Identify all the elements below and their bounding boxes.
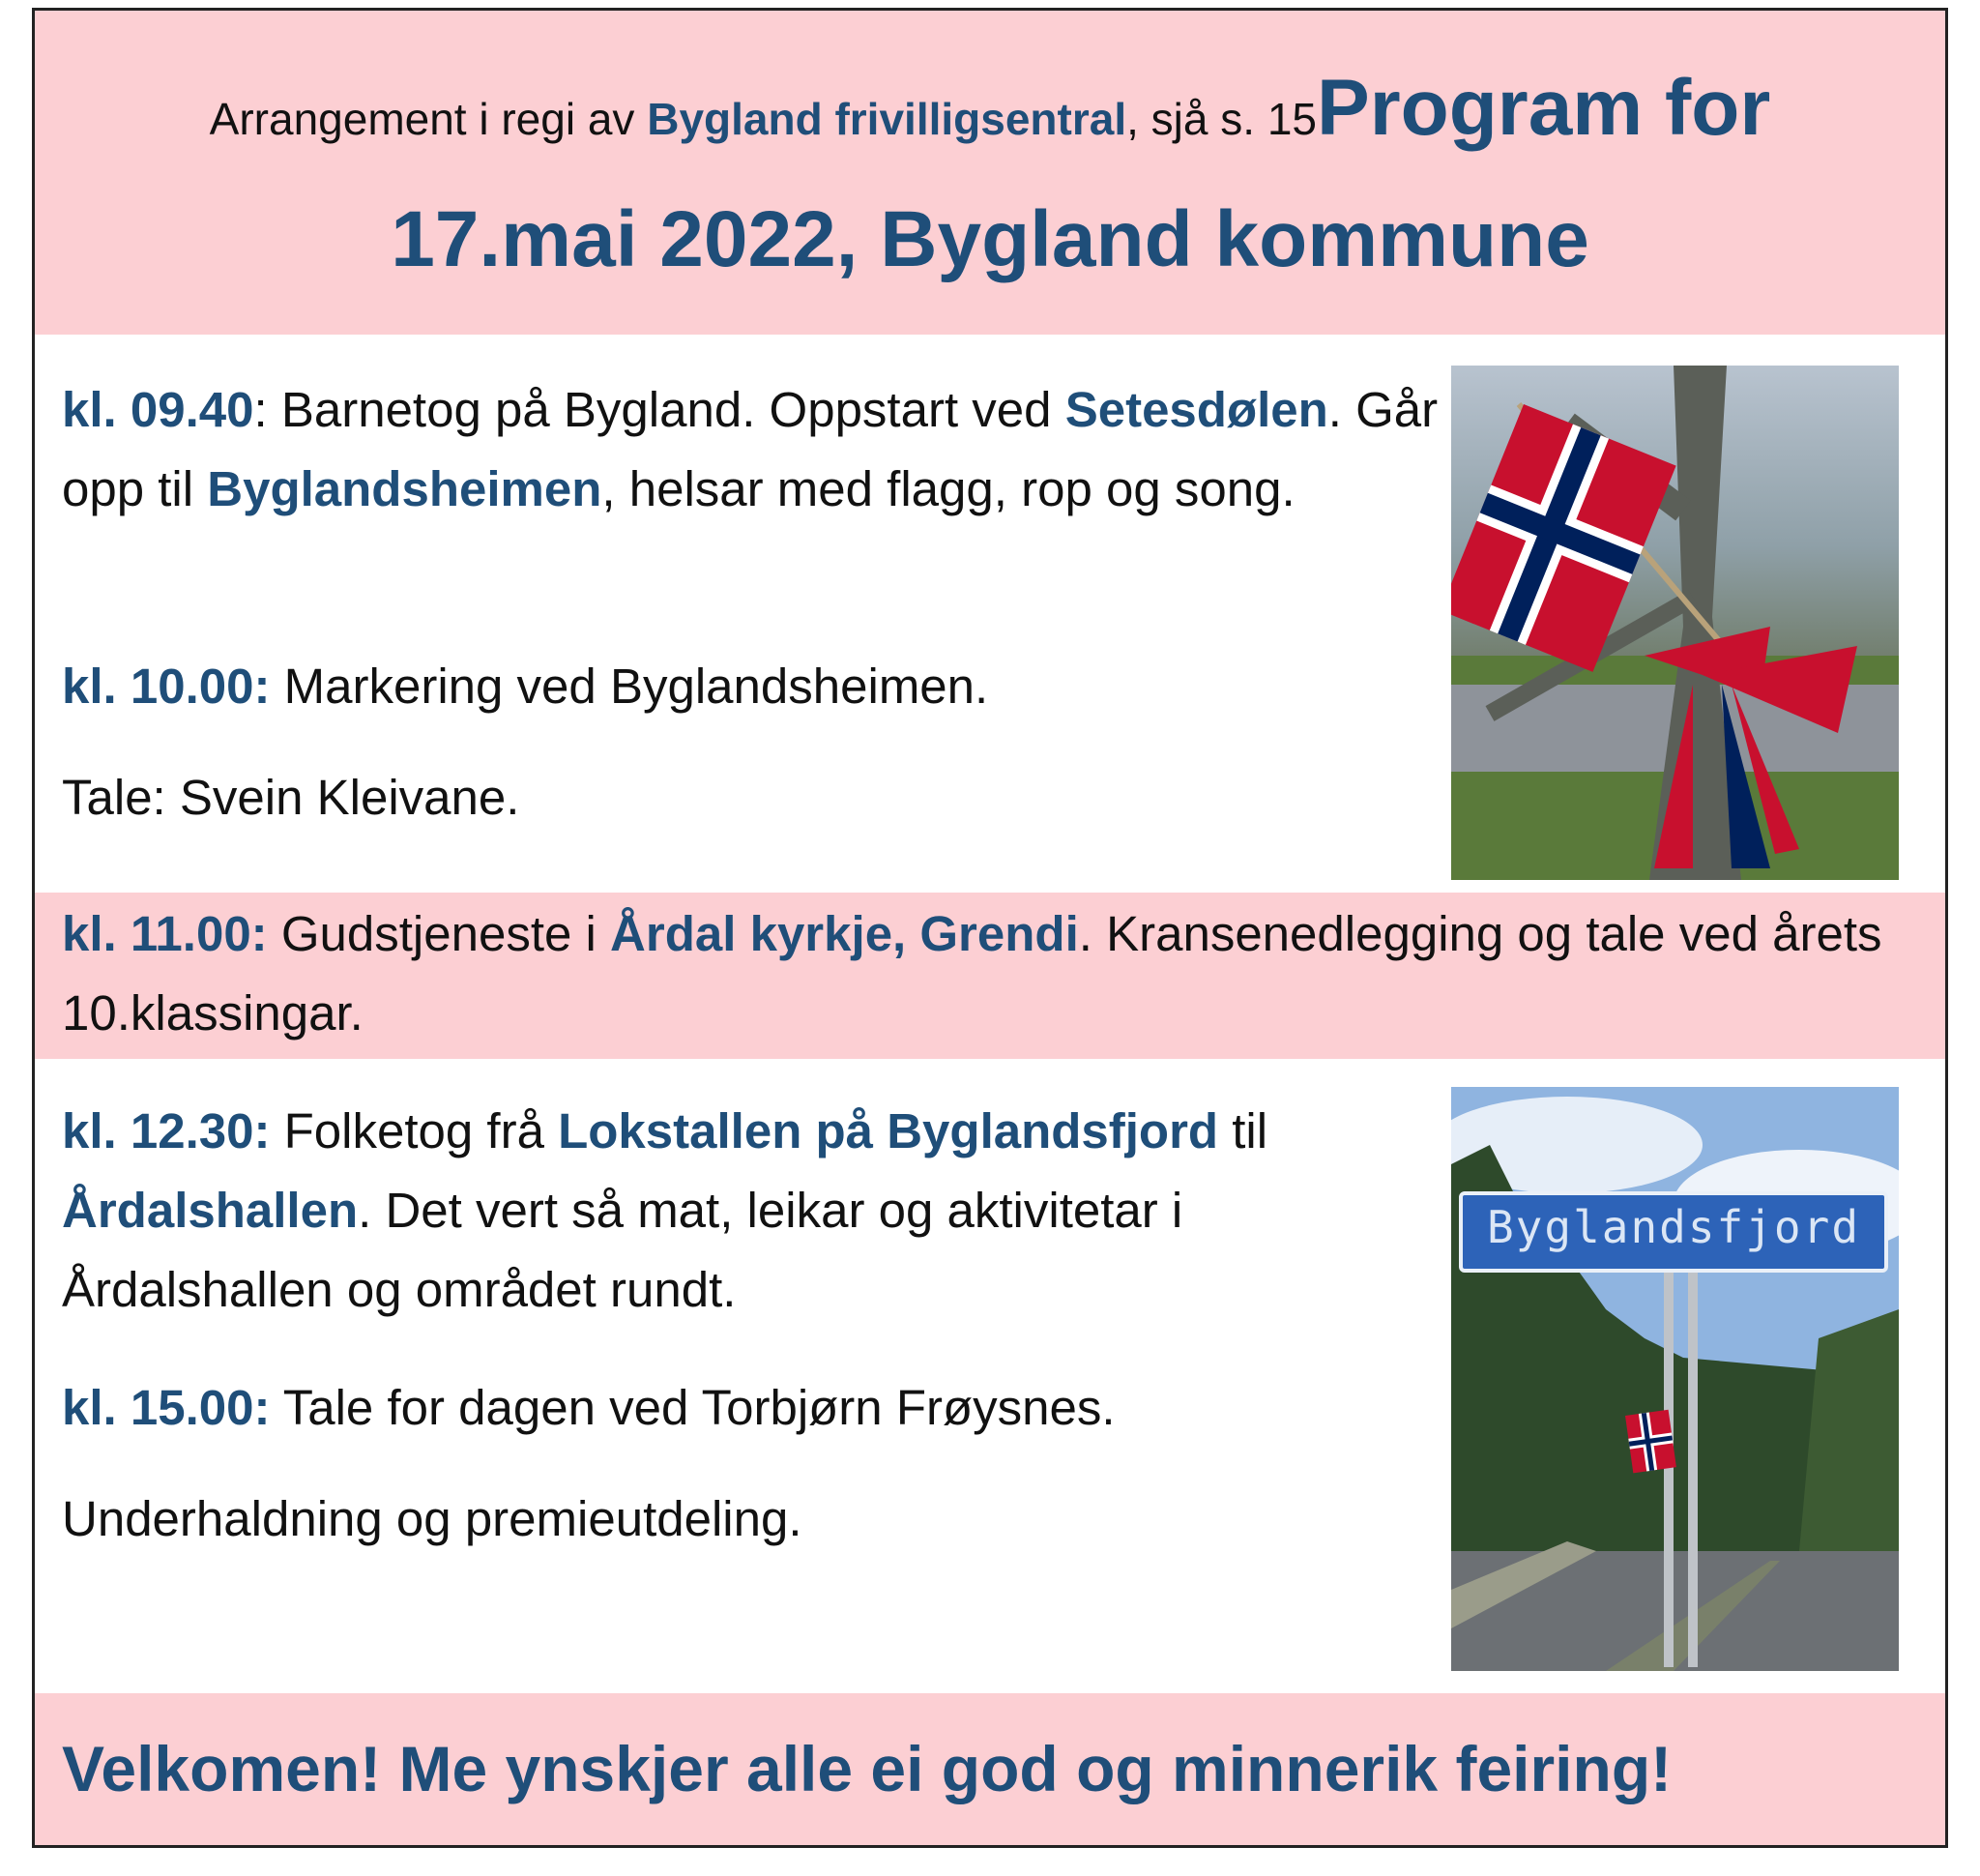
item-speech-1 — [62, 758, 1444, 837]
item-text: . Kransenedlegging og tale ved årets 10.klassingar. — [62, 906, 1882, 1041]
header-line-1 — [35, 63, 1945, 154]
footer-band — [35, 1693, 1945, 1848]
item-sep: : — [253, 382, 281, 437]
item-text: . Det vert så mat, leikar og aktivitetar i Årdalshallen og området rundt. — [62, 1183, 1183, 1317]
item-time: kl. 11.00: — [62, 906, 268, 961]
intro-text — [210, 94, 1317, 144]
header-band — [35, 11, 1945, 335]
intro-prefix: Arrangement i regi av — [209, 94, 648, 144]
byglandsfjord-sign-photo — [1451, 1087, 1899, 1671]
item-time: kl. 12.30: — [62, 1103, 271, 1158]
item-1100 — [62, 894, 1899, 1053]
item-text: Markering ved Byglandsheimen. — [270, 659, 989, 714]
item-0940 — [62, 370, 1444, 529]
flag-tree-illustration — [1451, 366, 1899, 880]
item-1000 — [62, 647, 1444, 726]
item-text: til — [1218, 1103, 1268, 1158]
item-time: kl. 09.40 — [62, 382, 254, 437]
item-text: Folketog frå — [270, 1103, 559, 1158]
item-time: kl. 15.00: — [62, 1380, 271, 1435]
welcome-message: Velkomen! Me ynskjer alle ei god og minnerik feiring! — [62, 1733, 1673, 1804]
organizer-name: Bygland frivilligsentral — [647, 94, 1127, 144]
item-text: Barnetog på Bygland. Oppstart ved — [280, 382, 1065, 437]
place-byglandsheimen: Byglandsheimen — [207, 461, 602, 516]
program-frame — [32, 8, 1948, 1848]
place-lokstallen: Lokstallen på Byglandsfjord — [558, 1103, 1219, 1158]
flag-tree-photo — [1451, 366, 1899, 880]
item-text: Tale: Svein Kleivane. — [62, 770, 520, 825]
item-text: . Går opp til — [62, 382, 1439, 516]
item-text: , helsar med flagg, rop og song. — [601, 461, 1296, 516]
sign-illustration — [1451, 1087, 1899, 1671]
title-part-1: Program for — [1317, 64, 1771, 152]
item-0940-text — [62, 370, 1444, 529]
place-ardalshallen: Årdalshallen — [62, 1183, 359, 1238]
item-text: Gudstjeneste i — [267, 906, 611, 961]
place-ardal-kyrkje: Årdal kyrkje, Grendi — [610, 906, 1079, 961]
title-part-2: 17.mai 2022, Bygland kommune — [391, 195, 1589, 283]
item-1230 — [62, 1092, 1444, 1330]
intro-page-ref: , sjå s. 15 — [1126, 94, 1317, 144]
sign-text: Byglandsfjord — [1486, 1201, 1861, 1253]
item-1500 — [62, 1368, 1444, 1448]
item-entertainment — [62, 1480, 1444, 1559]
place-setesdolen: Setesdølen — [1064, 382, 1328, 437]
item-text: Tale for dagen ved Torbjørn Frøysnes. — [270, 1380, 1116, 1435]
item-text: Underhaldning og premieutdeling. — [62, 1491, 802, 1546]
item-time: kl. 10.00: — [62, 659, 271, 714]
